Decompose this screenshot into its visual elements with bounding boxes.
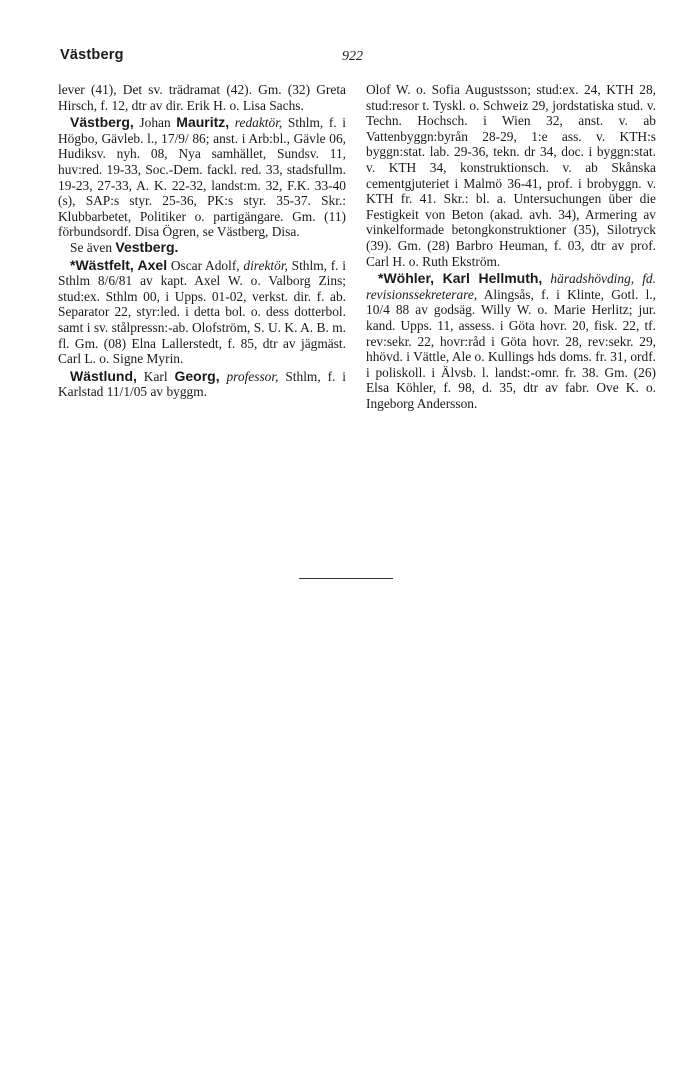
biography-entry xyxy=(58,369,346,400)
right-column xyxy=(366,82,656,411)
see-also xyxy=(58,240,346,256)
see-also-target: Vestberg. xyxy=(115,238,179,255)
entry-title: professor, xyxy=(226,368,279,384)
left-column xyxy=(58,82,346,400)
entry-headword: *Wöhler, Karl Hellmuth, xyxy=(378,270,543,287)
entry-headword: Västberg, xyxy=(70,114,134,131)
entry-given-name-bold: Georg, xyxy=(174,367,220,384)
entry-body: Alingsås, f. i Klinte, Gotl. l., 10/4 88 av godsäg. Willy W. o. Marie Herlitz; jur. kand. Upps. 11, assess. i Göta hovr. 20, fisk. 22, tf. rev:sekr. 22, hovr:råd i Göta hovr. 28, rev:sekr. 29, hhövd. i Vättle, Ale o. Kullings hds doms. fr. 31, ordf. i poliskoll. i Älvsb. l. landst:-omr. fr. 38. Gm. (26) Elsa Köhler, f. 98, d. 35, dtr av fabr. Ove K. o. Ingeborg Andersson. xyxy=(366,286,656,411)
entry-body: Sthlm, f. i Högbo, Gävleb. l., 17/9/ 86; anst. i Arb:bl., Gävle 06, Hudiksv. nyh. 08, Nya samhället, Sundsv. 11, huv:red. 19-33, Soc.-Dem. fackl. red. 33, stadsfullm. 19-23, 27-33, A. K. 22-32, landst:m. 32, F.K. 33-40 (s), SAP:s styr. 25-36, PK:s styr. 35-37. Skr.: Klubbarbetet, Politiker o. partigängare. Gm. (11) förbundsordf. Disa Ögren, se Västberg, Disa. xyxy=(58,115,346,240)
entry-body: Sthlm, f. i Sthlm 8/6/81 av kapt. Axel W. o. Valborg Zins; stud:ex. Sthlm 00, i Upps. 01-02, verkst. dir. f. ab. Separator 22, styr:led. i detta bol. o. dess dotterbol. samt i sv. stålpressn:-ab. Olofström, S. U. K. A. B. m. fl. Gm. (08) Elna Lallerstedt, f. 85, dtr av jägmäst. Carl L. o. Signe Myrin. xyxy=(58,257,346,367)
continuation-text: lever (41), Det sv. trädramat (42). Gm. (32) Greta Hirsch, f. 12, dtr av dir. Erik H. o. Lisa Sachs. xyxy=(58,82,346,113)
biography-entry xyxy=(58,258,346,367)
entry-headword: Wästlund, xyxy=(70,367,137,384)
entry-headword: *Wästfelt, Axel xyxy=(70,256,168,273)
running-headword: Västberg xyxy=(60,47,124,63)
page-number: 922 xyxy=(342,49,363,64)
section-divider xyxy=(299,578,393,579)
entry-body: Sthlm, f. i Karlstad 11/1/05 av byggm. xyxy=(58,368,346,400)
entry-title: häradshövding, fd. revisionssekreterare, xyxy=(366,271,656,302)
entry-given-name-bold: Mauritz, xyxy=(176,114,230,131)
entry-given-name: Oscar Adolf, xyxy=(170,257,240,273)
continuation-text: Olof W. o. Sofia Augustsson; stud:ex. 24, KTH 28, stud:resor t. Tyskl. o. Schweiz 29, jordstatiska stud. v. Techn. Hochsch. i Wien 32, anst. v. ab Vattenbyggn:byrån 28-29, 1:e ass. v. KTH:s byggn:stat. lab. 29-36, tekn. dr 34, doc. i byggn:stat. v. KTH 34, konstruktionsch. v. ab Skånska cementgjuteriet i Malmö 36-41, prof. i brobyggn. v. KTH fr. 41. Skr.: bl. a. Untersuchungen über die Festigkeit von Beton (akad. avh. 34), Armering av vinkelformade betongkonstruktioner (35), Silotryck (39). Gm. (28) Barbro Heuman, f. 03, dtr av prof. Carl H. o. Ruth Ekström. xyxy=(366,82,656,269)
biography-entry xyxy=(58,115,346,240)
entry-title: direktör, xyxy=(243,257,288,273)
entry-given-name: Karl xyxy=(143,368,168,384)
biography-entry xyxy=(366,271,656,411)
entry-given-name: Johan xyxy=(139,115,171,131)
entry-title: redaktör, xyxy=(234,115,283,131)
running-head xyxy=(60,47,660,69)
see-also-prefix: Se även xyxy=(70,239,113,255)
